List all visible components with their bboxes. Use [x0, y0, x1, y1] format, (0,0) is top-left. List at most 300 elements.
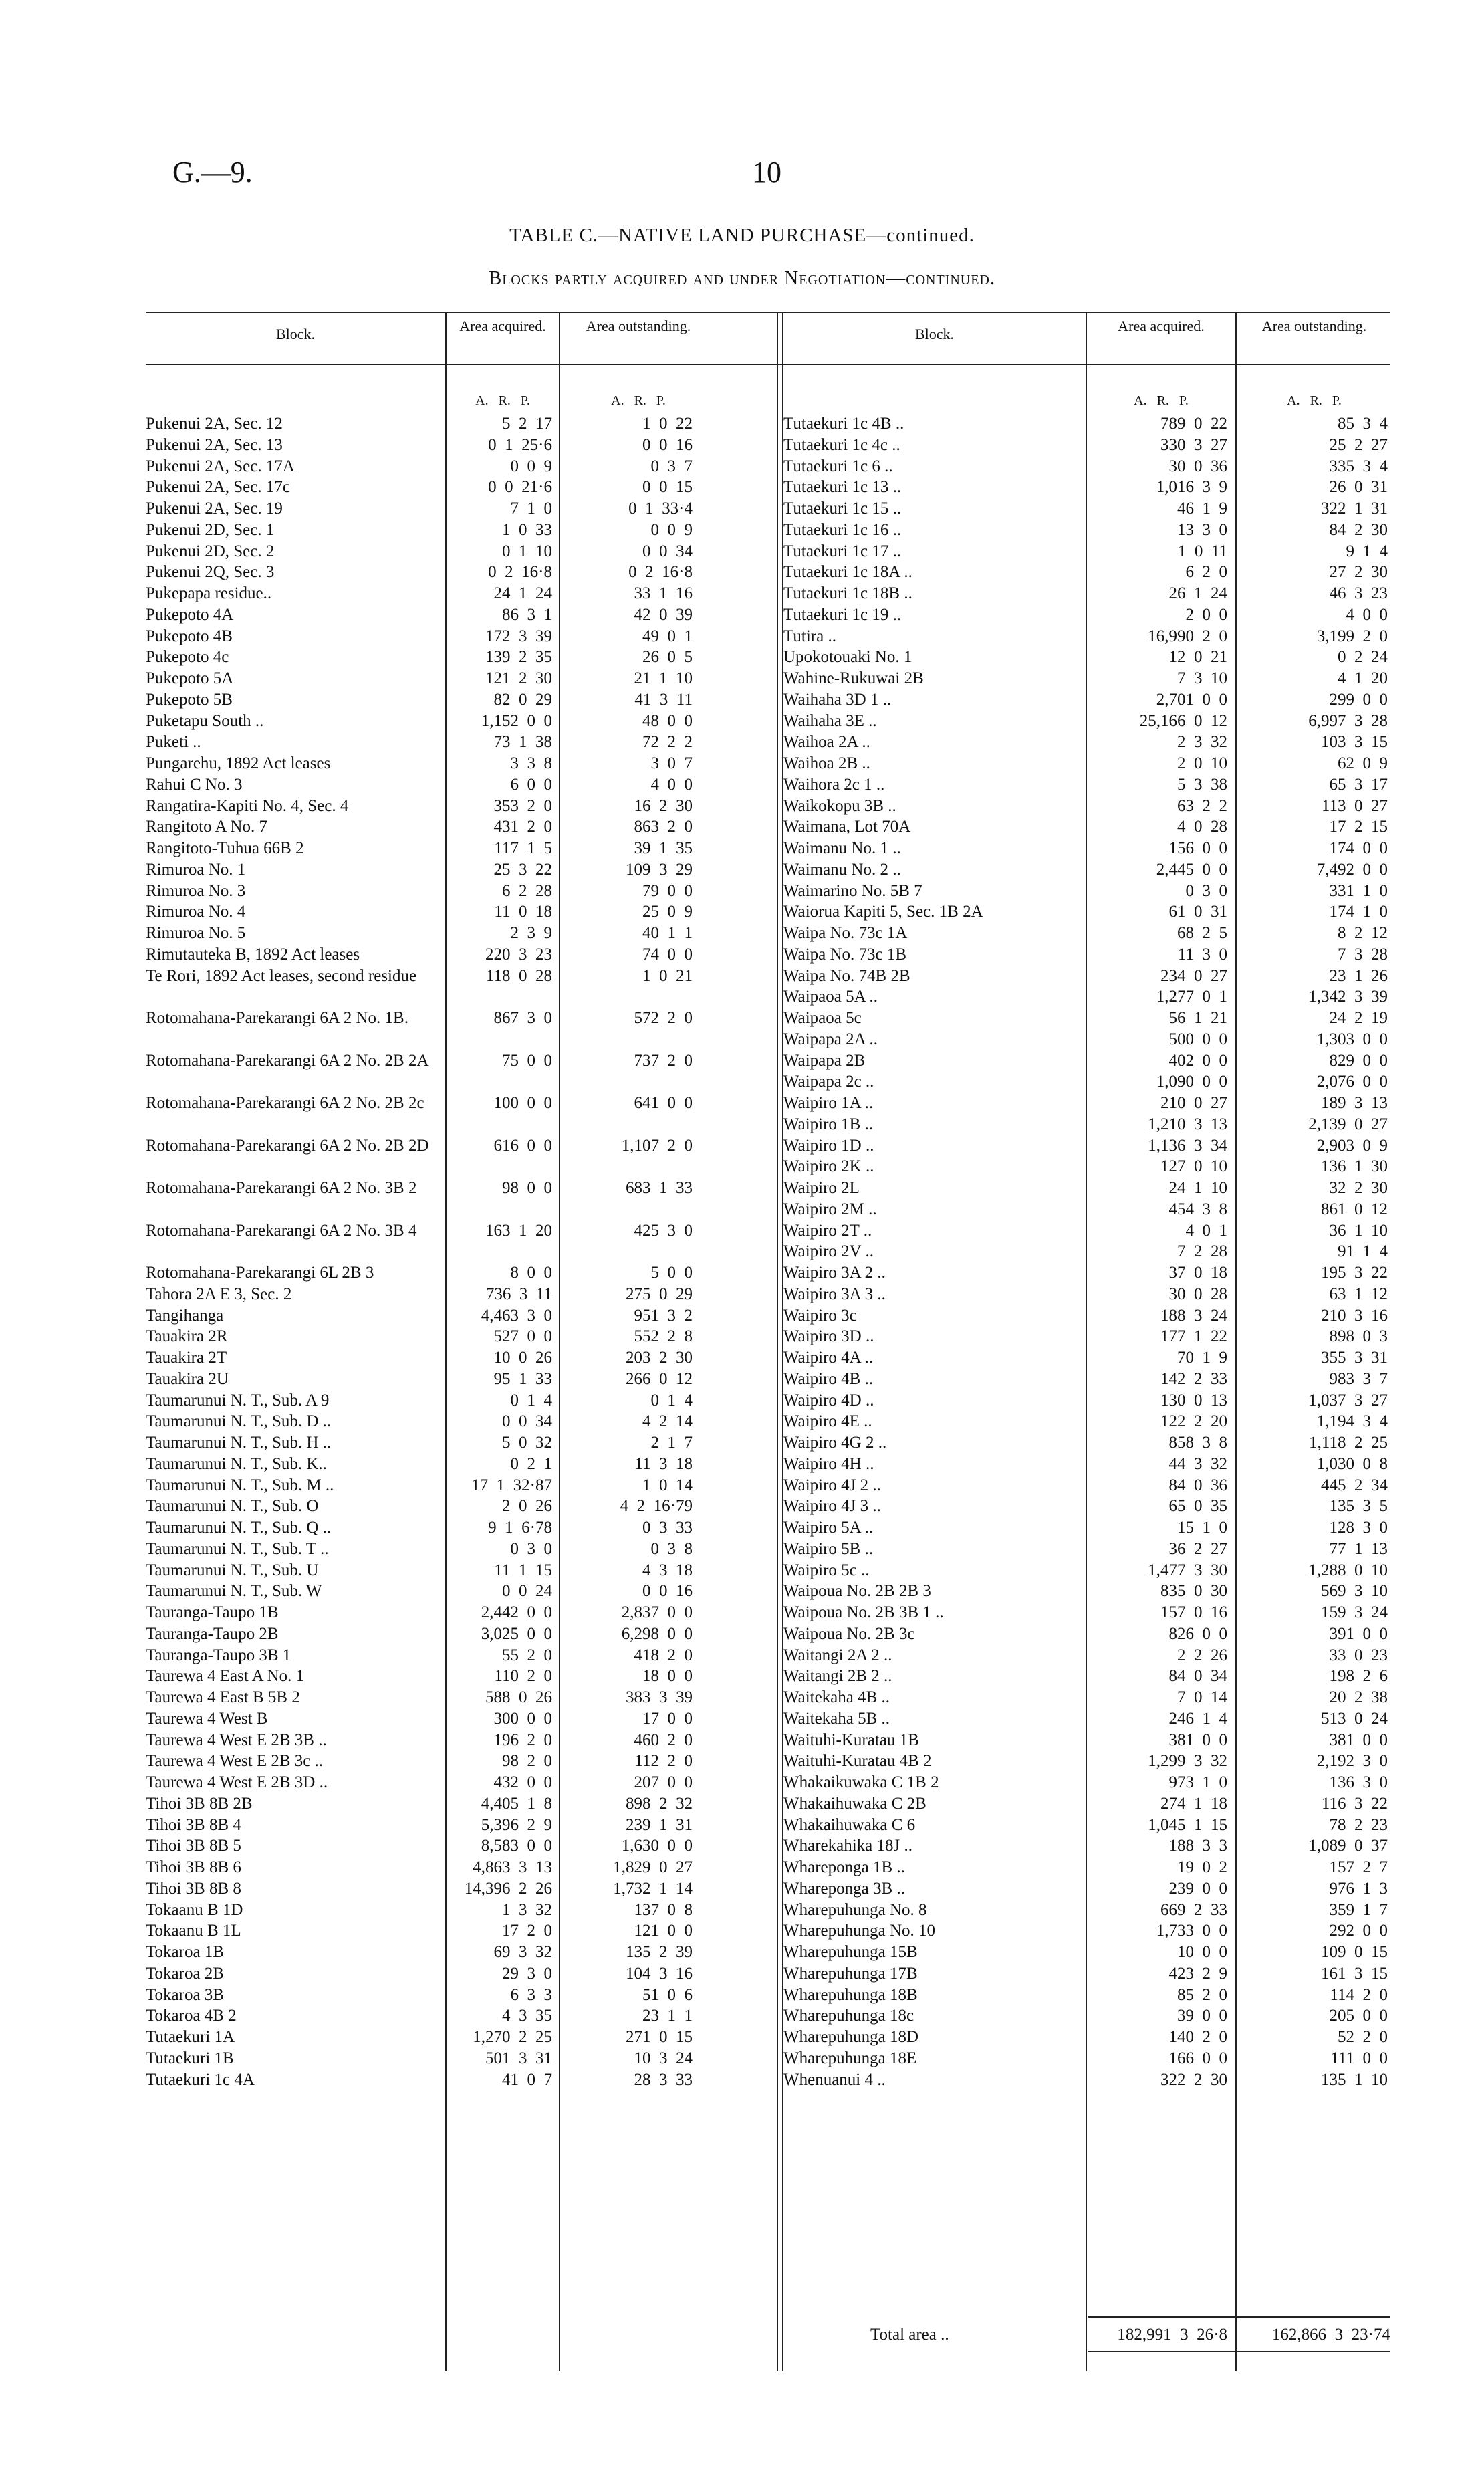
table-row [783, 1432, 1390, 1454]
table-row [783, 901, 1390, 923]
block-name: Pukenui 2A, Sec. 17c [146, 478, 290, 497]
table-row [783, 1135, 1390, 1157]
table-row [146, 1835, 777, 1857]
units-acquired-right: A. R. P. [1134, 393, 1189, 408]
block-name: Wharepuhunga No. 10 [783, 1922, 936, 1940]
table-row [146, 626, 777, 647]
block-name: Waitekaha 4B .. [783, 1688, 890, 1706]
area-acquired: 1,270 2 25 [473, 2028, 552, 2046]
area-acquired: 2 0 0 [1185, 605, 1227, 624]
block-name: Waituhi-Kuratau 4B 2 [783, 1752, 932, 1771]
table-row [146, 2005, 777, 2027]
area-outstanding: 898 2 32 [626, 1794, 693, 1813]
table-row [146, 1772, 777, 1793]
area-acquired: 6 0 0 [510, 775, 552, 794]
block-name: Tokaanu B 1D [146, 1900, 243, 1919]
table-row [146, 1602, 777, 1623]
area-acquired: 98 2 0 [502, 1752, 552, 1771]
block-name: Wharepuhunga 18E [783, 2049, 917, 2067]
block-name: Rotomahana-Parekarangi 6A 2 No. 2B 2D [146, 1136, 429, 1155]
area-acquired: 0 3 0 [1185, 881, 1227, 900]
table-row [146, 944, 777, 966]
area-outstanding: 271 0 15 [626, 2028, 693, 2046]
table-row [783, 1900, 1390, 1921]
area-outstanding: 2 1 7 [650, 1434, 693, 1452]
table-row [146, 2027, 777, 2048]
block-name: Pukepoto 4c [146, 648, 229, 667]
area-acquired: 196 2 0 [493, 1730, 552, 1749]
area-outstanding: 109 3 29 [626, 860, 693, 879]
table-row [146, 1985, 777, 2006]
area-acquired: 210 0 27 [1160, 1094, 1227, 1112]
area-outstanding: 25 2 27 [1329, 435, 1388, 454]
area-outstanding: 0 0 16 [642, 435, 693, 454]
block-name: Tauranga-Taupo 1B [146, 1603, 279, 1621]
area-outstanding: 322 1 31 [1321, 499, 1388, 518]
header-acquired-right: Area acquired. [1118, 318, 1205, 334]
area-outstanding: 112 2 0 [634, 1752, 693, 1771]
area-acquired: 0 0 34 [502, 1412, 552, 1431]
area-acquired: 98 0 0 [502, 1179, 552, 1197]
area-outstanding: 74 0 0 [642, 945, 693, 964]
area-outstanding: 84 2 30 [1329, 520, 1388, 539]
block-name: Waipiro 2K .. [783, 1157, 874, 1176]
table-row [146, 1900, 777, 1921]
block-name: Tutaekuri 1c 18A .. [783, 563, 912, 582]
table-row [783, 1050, 1390, 1072]
table-row [783, 732, 1390, 753]
header-acquired-left: Area acquired. [459, 318, 546, 334]
table-row [783, 859, 1390, 881]
table-row [783, 1496, 1390, 1517]
table-row [783, 2005, 1390, 2027]
block-name: Tutaekuri 1c 4c .. [783, 435, 900, 454]
block-name: Rimutauteka B, 1892 Act leases [146, 945, 360, 964]
area-outstanding: 77 1 13 [1329, 1539, 1388, 1558]
area-outstanding: 3 0 7 [650, 754, 693, 772]
area-acquired: 381 0 0 [1168, 1730, 1227, 1749]
header-block-left: Block. [275, 326, 316, 342]
table-row [783, 1305, 1390, 1327]
table-row [783, 1008, 1390, 1029]
block-name: Pukenui 2A, Sec. 12 [146, 415, 283, 433]
total-bottom-rule [1088, 2351, 1390, 2352]
block-name: Waipa No. 74B 2B [783, 966, 910, 985]
area-acquired: 1 0 33 [502, 520, 552, 539]
area-acquired: 11 1 15 [494, 1561, 552, 1579]
block-name: Tutaekuri 1B [146, 2049, 234, 2067]
table-row [146, 1284, 777, 1305]
area-outstanding: 17 2 15 [1329, 818, 1388, 836]
area-outstanding: 78 2 23 [1329, 1815, 1388, 1834]
area-acquired: 669 2 33 [1160, 1900, 1227, 1919]
area-acquired: 188 3 3 [1168, 1837, 1227, 1856]
table-row [146, 923, 777, 944]
block-name: Rotomahana-Parekarangi 6A 2 No. 2B 2c [146, 1094, 424, 1112]
table-row [783, 986, 1390, 1008]
block-name: Taumarunui N. T., Sub. U [146, 1561, 319, 1579]
block-name: Rotomahana-Parekarangi 6A 2 No. 3B 2 [146, 1179, 417, 1197]
area-outstanding: 27 2 30 [1329, 563, 1388, 582]
area-acquired: 10 0 26 [493, 1349, 552, 1367]
area-outstanding: 683 1 33 [626, 1179, 693, 1197]
area-acquired: 63 2 2 [1177, 796, 1227, 815]
block-name: Waipapa 2c .. [783, 1073, 874, 1091]
table-row [146, 838, 777, 859]
area-outstanding: 737 2 0 [634, 1051, 693, 1070]
block-name: Waimana, Lot 70A [783, 818, 911, 836]
total-top-rule [1088, 2316, 1390, 2318]
table-row [783, 1751, 1390, 1772]
table-row [783, 689, 1390, 711]
area-outstanding: 28 3 33 [634, 2070, 693, 2089]
table-row [146, 901, 777, 923]
table-row [146, 689, 777, 711]
block-name: Whareponga 3B .. [783, 1879, 905, 1898]
area-acquired: 500 0 0 [1168, 1030, 1227, 1048]
block-name: Tauakira 2T [146, 1349, 227, 1367]
area-outstanding: 20 2 38 [1329, 1688, 1388, 1706]
block-name: Tokaroa 1B [146, 1943, 224, 1961]
area-acquired: 177 1 22 [1160, 1327, 1227, 1346]
land-purchase-table [146, 312, 1390, 2371]
area-outstanding: 239 1 31 [626, 1815, 693, 1834]
area-outstanding: 391 0 0 [1329, 1624, 1388, 1643]
page-reference: G.—9. [172, 156, 253, 189]
table-row [783, 2069, 1390, 2091]
table-row [146, 1262, 777, 1284]
table-row [146, 1220, 777, 1263]
area-acquired: 588 0 26 [485, 1688, 552, 1706]
area-acquired: 121 2 30 [485, 669, 552, 687]
block-name: Rangitoto-Tuhua 66B 2 [146, 839, 304, 857]
area-outstanding: 1 0 14 [642, 1476, 693, 1494]
area-acquired: 117 1 5 [494, 839, 552, 857]
area-acquired: 2,442 0 0 [481, 1603, 552, 1621]
area-acquired: 156 0 0 [1168, 839, 1227, 857]
area-acquired: 86 3 1 [502, 605, 552, 624]
area-acquired: 0 1 25·6 [488, 435, 552, 454]
area-acquired: 24 1 24 [493, 584, 552, 602]
table-row [146, 859, 777, 881]
table-row [146, 498, 777, 520]
area-outstanding: 0 0 9 [650, 520, 693, 539]
area-outstanding: 863 2 0 [634, 818, 693, 836]
area-acquired: 139 2 35 [485, 648, 552, 667]
block-name: Pukenui 2A, Sec. 17A [146, 457, 295, 475]
block-name: Wharepuhunga 18D [783, 2028, 919, 2046]
block-name: Tihoi 3B 8B 4 [146, 1815, 241, 1834]
block-name: Rangatira-Kapiti No. 4, Sec. 4 [146, 796, 349, 815]
table-row [783, 1623, 1390, 1645]
area-outstanding: 355 3 31 [1321, 1349, 1388, 1367]
block-name: Pukepapa residue.. [146, 584, 272, 602]
block-name: Waipiro 3A 3 .. [783, 1284, 886, 1303]
header-outstanding-left: Area outstanding. [586, 318, 691, 334]
table-row [783, 881, 1390, 902]
table-row [146, 2048, 777, 2069]
table-subtitle: Blocks partly acquired and under Negotiation—continued. [488, 267, 996, 289]
block-name: Waimarino No. 5B 7 [783, 881, 922, 900]
area-outstanding: 207 0 0 [634, 1773, 693, 1791]
block-name: Waipiro 4A .. [783, 1349, 874, 1367]
area-acquired: 127 0 10 [1160, 1157, 1227, 1176]
block-name: Tutaekuri 1c 4B .. [783, 415, 904, 433]
table-row [783, 435, 1390, 456]
area-acquired: 188 3 24 [1160, 1306, 1227, 1325]
table-row [783, 1835, 1390, 1857]
area-acquired: 501 3 31 [485, 2049, 552, 2067]
area-acquired: 24 1 10 [1168, 1179, 1227, 1197]
table-row [783, 604, 1390, 626]
table-row [783, 1730, 1390, 1751]
area-acquired: 56 1 21 [1168, 1009, 1227, 1027]
total-row [783, 2324, 1390, 2346]
block-name: Tutaekuri 1c 16 .. [783, 520, 902, 539]
area-acquired: 11 0 18 [494, 903, 552, 921]
table-row [783, 1963, 1390, 1985]
area-outstanding: 137 0 8 [634, 1900, 693, 1919]
area-outstanding: 1,037 3 27 [1308, 1391, 1388, 1410]
area-acquired: 2,445 0 0 [1156, 860, 1227, 879]
table-row [146, 1878, 777, 1900]
block-name: Taurewa 4 West B [146, 1709, 268, 1728]
area-outstanding: 103 3 15 [1321, 733, 1388, 752]
area-acquired: 835 0 30 [1160, 1582, 1227, 1601]
table-row [783, 711, 1390, 732]
table-row [146, 1305, 777, 1327]
block-name: Waipiro 3D .. [783, 1327, 874, 1346]
area-outstanding: 2,139 0 27 [1308, 1115, 1388, 1133]
area-acquired: 0 0 24 [502, 1582, 552, 1601]
area-outstanding: 1,342 3 39 [1308, 988, 1388, 1006]
area-acquired: 220 3 23 [485, 945, 552, 964]
block-name: Taumarunui N. T., Sub. A 9 [146, 1391, 330, 1410]
table-row [783, 2027, 1390, 2048]
block-name: Waipiro 1D .. [783, 1136, 874, 1155]
table-row [146, 816, 777, 838]
table-row [146, 1581, 777, 1602]
area-outstanding: 16 2 30 [634, 796, 693, 815]
block-name: Waimanu No. 1 .. [783, 839, 901, 857]
area-outstanding: 0 1 33·4 [628, 499, 693, 518]
block-name: Whenuanui 4 .. [783, 2070, 886, 2089]
area-acquired: 4,463 3 0 [481, 1306, 552, 1325]
block-name: Upokotouaki No. 1 [783, 648, 912, 667]
table-row [783, 774, 1390, 796]
table-row [146, 1815, 777, 1836]
block-name: Waipiro 5A .. [783, 1519, 874, 1537]
table-row [146, 562, 777, 583]
block-name: Waiorua Kapiti 5, Sec. 1B 2A [783, 903, 983, 921]
block-name: Taumarunui N. T., Sub. O [146, 1497, 319, 1516]
area-acquired: 2,701 0 0 [1156, 690, 1227, 709]
area-outstanding: 1,107 2 0 [621, 1136, 693, 1155]
block-name: Taurewa 4 West E 2B 3c .. [146, 1752, 324, 1771]
block-name: Taumarunui N. T., Sub. D .. [146, 1412, 332, 1431]
area-acquired: 70 1 9 [1177, 1349, 1227, 1367]
block-name: Rotomahana-Parekarangi 6A 2 No. 1B. [146, 1009, 408, 1027]
block-name: Tutaekuri 1c 18B .. [783, 584, 912, 602]
table-row [146, 711, 777, 732]
area-acquired: 4 0 28 [1177, 818, 1227, 836]
block-name: Tihoi 3B 8B 6 [146, 1858, 241, 1876]
area-outstanding: 1 0 22 [642, 415, 693, 433]
block-name: Waipa No. 73c 1B [783, 945, 907, 964]
area-outstanding: 198 2 6 [1329, 1667, 1388, 1686]
area-acquired: 85 2 0 [1177, 1985, 1227, 2004]
block-name: Tutaekuri 1A [146, 2028, 235, 2046]
block-name: Tutaekuri 1c 17 .. [783, 542, 902, 560]
block-name: Wharepuhunga No. 8 [783, 1900, 927, 1919]
block-name: Waipiro 2L [783, 1179, 860, 1197]
area-acquired: 11 3 0 [1177, 945, 1227, 964]
area-outstanding: 195 3 22 [1321, 1264, 1388, 1282]
table-row [783, 1326, 1390, 1347]
area-outstanding: 174 1 0 [1329, 903, 1388, 921]
area-acquired: 2 3 9 [510, 924, 552, 942]
area-acquired: 1,277 0 1 [1156, 988, 1227, 1006]
block-name: Waipoua No. 2B 2B 3 [783, 1582, 931, 1601]
block-name: Waihoa 2B .. [783, 754, 870, 772]
block-name: Taumarunui N. T., Sub. Q .. [146, 1519, 332, 1537]
area-outstanding: 381 0 0 [1329, 1730, 1388, 1749]
area-acquired: 867 3 0 [493, 1009, 552, 1027]
table-row [146, 1050, 777, 1093]
table-row [783, 1262, 1390, 1284]
area-outstanding: 552 2 8 [634, 1327, 693, 1346]
table-row [146, 1008, 777, 1050]
area-outstanding: 210 3 16 [1321, 1306, 1388, 1325]
area-acquired: 17 2 0 [502, 1922, 552, 1940]
area-acquired: 0 0 9 [510, 457, 552, 475]
block-name: Waipoua No. 2B 3c [783, 1624, 915, 1643]
area-outstanding: 299 0 0 [1329, 690, 1388, 709]
block-name: Wharepuhunga 18B [783, 1985, 918, 2004]
table-row [783, 1220, 1390, 1242]
table-row [146, 1857, 777, 1878]
table-row [783, 966, 1390, 987]
area-outstanding: 109 0 15 [1321, 1943, 1388, 1961]
block-name: Rotomahana-Parekarangi 6L 2B 3 [146, 1264, 374, 1282]
table-row [783, 1985, 1390, 2006]
table-row [783, 1687, 1390, 1708]
table-row [146, 1666, 777, 1687]
area-outstanding: 32 2 30 [1329, 1179, 1388, 1197]
block-name: Waipiro 4B .. [783, 1369, 874, 1388]
block-name: Waihoa 2A .. [783, 733, 870, 752]
table-row [783, 583, 1390, 604]
area-acquired: 163 1 20 [485, 1221, 552, 1240]
area-acquired: 973 1 0 [1168, 1773, 1227, 1791]
area-acquired: 7 1 0 [510, 499, 552, 518]
area-acquired: 402 0 0 [1168, 1051, 1227, 1070]
area-outstanding: 460 2 0 [634, 1730, 693, 1749]
block-name: Taurewa 4 West E 2B 3D .. [146, 1773, 328, 1791]
block-name: Waipiro 4G 2 .. [783, 1434, 887, 1452]
block-name: Waihaha 3E .. [783, 711, 877, 730]
block-name: Tokaroa 2B [146, 1964, 224, 1983]
block-name: Taurewa 4 East B 5B 2 [146, 1688, 300, 1706]
area-acquired: 1,045 1 15 [1148, 1815, 1227, 1834]
area-outstanding: 1,288 0 10 [1308, 1561, 1388, 1579]
area-acquired: 527 0 0 [493, 1327, 552, 1346]
table-row [783, 1071, 1390, 1093]
area-outstanding: 174 0 0 [1329, 839, 1388, 857]
area-outstanding: 898 0 3 [1329, 1327, 1388, 1346]
block-name: Tutaekuri 1c 15 .. [783, 499, 902, 518]
area-outstanding: 48 0 0 [642, 711, 693, 730]
area-acquired: 39 0 0 [1177, 2007, 1227, 2025]
block-name: Rimuroa No. 4 [146, 903, 246, 921]
table-row [783, 626, 1390, 647]
area-outstanding: 65 3 17 [1329, 775, 1388, 794]
table-row [783, 1241, 1390, 1262]
table-row [783, 1347, 1390, 1369]
block-name: Rimuroa No. 5 [146, 924, 246, 942]
block-name: Waitekaha 5B .. [783, 1709, 890, 1728]
table-row [146, 1326, 777, 1347]
area-acquired: 616 0 0 [493, 1136, 552, 1155]
area-acquired: 454 3 8 [1168, 1200, 1227, 1218]
area-acquired: 7 3 10 [1177, 669, 1227, 687]
table-row [783, 1411, 1390, 1432]
left-table-body [146, 413, 777, 2090]
area-outstanding: 1,630 0 0 [621, 1837, 693, 1856]
table-row [783, 1815, 1390, 1836]
area-acquired: 1 0 11 [1177, 542, 1227, 560]
block-name: Rahui C No. 3 [146, 775, 243, 794]
area-outstanding: 33 1 16 [634, 584, 693, 602]
block-name: Rotomahana-Parekarangi 6A 2 No. 3B 4 [146, 1221, 417, 1240]
table-row [146, 1623, 777, 1645]
block-name: Waipa No. 73c 1A [783, 924, 908, 942]
area-outstanding: 4 0 0 [650, 775, 693, 794]
block-name: Waitangi 2B 2 .. [783, 1667, 892, 1686]
header-bottom-rule [146, 364, 1390, 365]
area-outstanding: 4 2 16·79 [620, 1497, 693, 1516]
area-acquired: 65 0 35 [1168, 1497, 1227, 1516]
block-name: Waipiro 2T .. [783, 1221, 872, 1240]
area-outstanding: 4 3 18 [642, 1561, 693, 1579]
area-outstanding: 1,030 0 8 [1316, 1454, 1388, 1473]
table-row [783, 647, 1390, 668]
area-outstanding: 425 3 0 [634, 1221, 693, 1240]
area-acquired: 2 0 26 [502, 1497, 552, 1516]
area-outstanding: 63 1 12 [1329, 1284, 1388, 1303]
area-outstanding: 113 0 27 [1321, 796, 1388, 815]
area-outstanding: 0 1 4 [650, 1391, 693, 1410]
area-acquired: 300 0 0 [493, 1709, 552, 1728]
area-acquired: 6 2 0 [1185, 563, 1227, 582]
area-outstanding: 1,194 3 4 [1316, 1412, 1388, 1431]
header-block-right: Block. [914, 326, 955, 342]
area-acquired: 84 0 34 [1168, 1667, 1227, 1686]
block-name: Waipiro 4E .. [783, 1412, 872, 1431]
table-row [146, 668, 777, 689]
table-row [146, 1475, 777, 1496]
area-outstanding: 1,118 2 25 [1309, 1434, 1388, 1452]
table-row [783, 796, 1390, 817]
table-row [146, 1496, 777, 1517]
area-acquired: 13 3 0 [1177, 520, 1227, 539]
area-outstanding: 161 3 15 [1321, 1964, 1388, 1983]
area-outstanding: 49 0 1 [642, 627, 693, 645]
total-acquired: 182,991 3 26·8 [1117, 2326, 1227, 2344]
block-name: Waitangi 2A 2 .. [783, 1646, 892, 1664]
area-outstanding: 189 3 13 [1321, 1094, 1388, 1112]
table-row [146, 413, 777, 435]
